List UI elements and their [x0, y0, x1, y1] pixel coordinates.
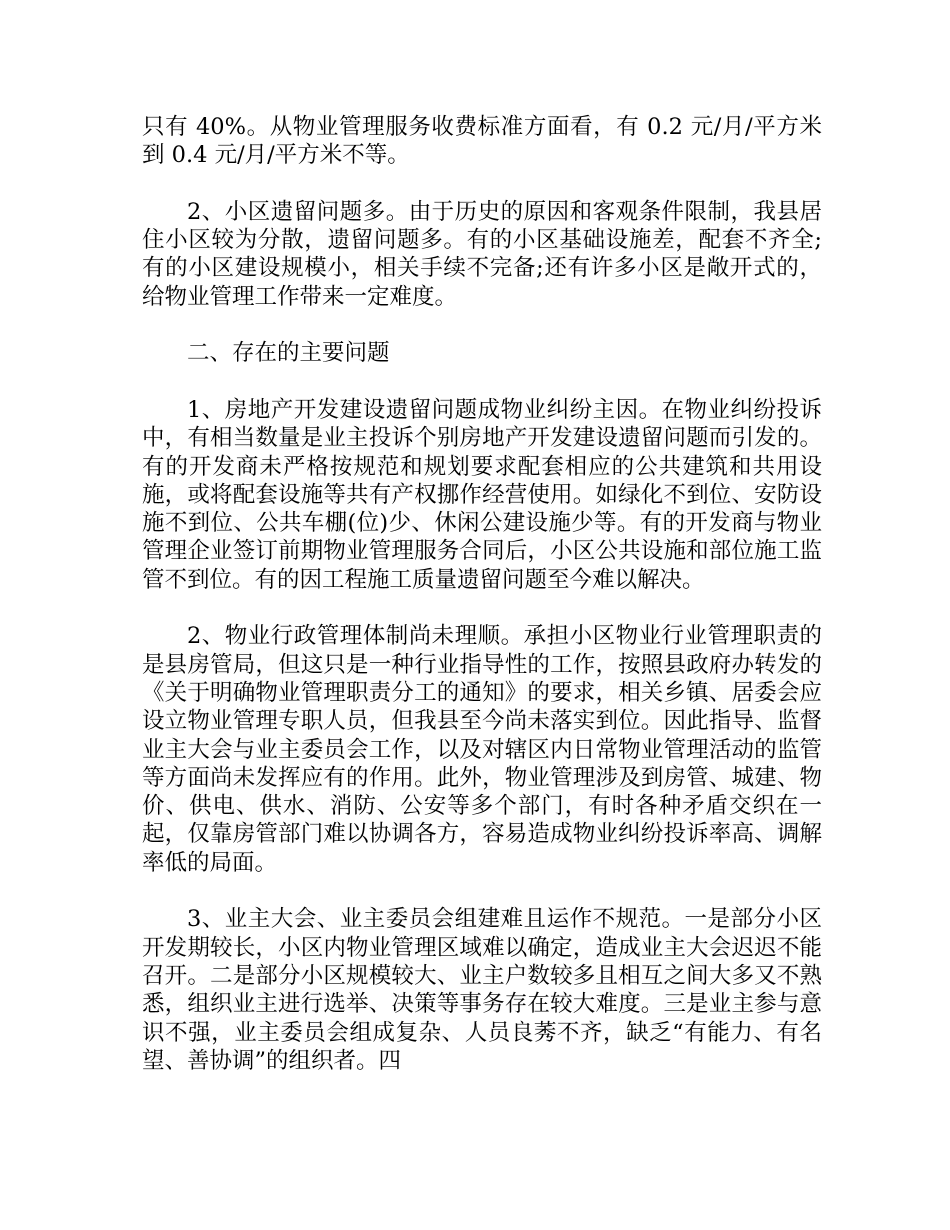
document-body	[142, 113, 822, 1103]
paragraph-fee-standard: 只有 40%。从物业管理服务收费标准方面看，有 0.2 元/月/平方米到 0.4 元/月/平方米不等。	[142, 114, 822, 169]
paragraph-admin-system: 2、物业行政管理体制尚未理顺。承担小区物业行业管理职责的是县房管局，但这只是一种行业指导性的工作，按照县政府办转发的《关于明确物业管理职责分工的通知》的要求，相关乡镇、居委会应设立物业管理专职人员，但我县至今尚未落实到位。因此指导、监督业主大会与业主委员会工作，以及对辖区内日常物业管理活动的监管等方面尚未发挥应有的作用。此外，物业管理涉及到房管、城建、物价、供电、供水、消防、公安等多个部门，有时各种矛盾交织在一起，仅靠房管部门难以协调各方，容易造成物业纠纷投诉率高、调解率低的局面。	[142, 623, 822, 876]
paragraph-developer-issues: 1、房地产开发建设遗留问题成物业纠纷主因。在物业纠纷投诉中，有相当数量是业主投诉个别房地产开发建设遗留问题而引发的。有的开发商未严格按规范和规划要求配套相应的公共建筑和共用设施，或将配套设施等共有产权挪作经营使用。如绿化不到位、安防设施不到位、公共车棚(位)少、休闲公建设施少等。有的开发商与物业管理企业签订前期物业管理服务合同后，小区公共设施和部位施工监管不到位。有的因工程施工质量遗留问题至今难以解决。	[142, 396, 822, 593]
paragraph-legacy-issues: 2、小区遗留问题多。由于历史的原因和客观条件限制，我县居住小区较为分散，遗留问题多。有的小区基础设施差，配套不齐全;有的小区建设规模小，相关手续不完备;还有许多小区是敞开式的，给物业管理工作带来一定难度。	[142, 198, 822, 310]
paragraph-owners-committee: 3、业主大会、业主委员会组建难且运作不规范。一是部分小区开发期较长，小区内物业管理区域难以确定，造成业主大会迟迟不能召开。二是部分小区规模较大、业主户数较多且相互之间大多又不熟悉，组织业主进行选举、决策等事务存在较大难度。三是业主参与意识不强，业主委员会组成复杂、人员良莠不齐，缺乏“有能力、有名望、善协调”的组织者。四	[142, 906, 822, 1074]
section-heading-main-problems: 二、存在的主要问题	[187, 340, 390, 367]
